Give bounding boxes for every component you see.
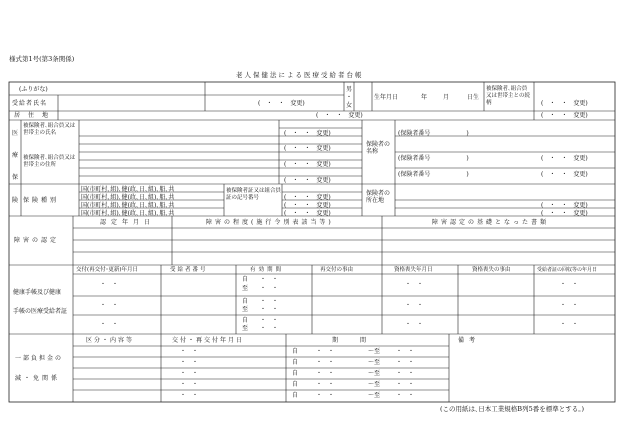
booklet-row1-from-date: ・ ・ xyxy=(260,276,279,283)
card-symbol-label: 被保険者証又は組合員証の記号番号 xyxy=(226,188,282,201)
sex-dot: ・ xyxy=(346,94,353,101)
insurer-address-label: 保険者の所在地 xyxy=(366,190,391,204)
dob-day: 日生 xyxy=(467,94,480,101)
relation-change-date: ( ・ ・ 変更) xyxy=(541,100,588,107)
booklet-row2-from: 自 xyxy=(242,298,249,305)
insured-name-label: 被保険者､組合員又は世帯主の氏名 xyxy=(23,123,76,136)
address-change-date-2: ( ・ ・ 変更) xyxy=(541,112,588,119)
copay-row2-to: ～至 xyxy=(368,359,381,366)
booklet-row3-to-date: ・ ・ xyxy=(260,325,279,332)
insured-date-4: ( ・ ・ 変更) xyxy=(284,177,331,184)
side-label-2: 療 xyxy=(12,152,19,159)
copay-header-issue: 交付・再交付年月日 xyxy=(172,337,245,344)
sex-female: 女 xyxy=(346,102,353,109)
insurer-name-label: 保険者の名称 xyxy=(366,141,391,155)
insurer-date-1: ( ・ ・ 変更) xyxy=(541,155,588,162)
copay-row5-from: 自 xyxy=(292,392,299,399)
copay-row3-from-date: ・ ・ xyxy=(316,370,335,377)
copay-row4-issue: ・ ・ xyxy=(180,381,199,388)
insured-address-label: 被保険者､組合員又は世帯主の住所 xyxy=(23,155,76,168)
booklet-header-number: 受給者番号 xyxy=(170,267,208,273)
booklet-row2-to-date: ・ ・ xyxy=(260,306,279,313)
side-label-3: 保 xyxy=(12,174,19,181)
insurance-option-3: 国(市町村､組)､健(政､日､組)､船､共 xyxy=(81,202,175,209)
copay-row2-to-date: ・ ・ xyxy=(396,359,415,366)
booklet-row1-to-date: ・ ・ xyxy=(260,285,279,292)
page-title: 老人保健法による医療受給者台帳 xyxy=(236,71,364,79)
sex-male: 男 xyxy=(346,86,353,93)
copay-row5-issue: ・ ・ xyxy=(180,392,199,399)
side-label-1: 医 xyxy=(12,130,19,137)
booklet-row1-to: 至 xyxy=(242,285,249,292)
booklet-header-reissue-reason: 再交付の事由 xyxy=(320,267,354,273)
insurance-type-label: 保険種別 xyxy=(23,197,60,204)
insurer-number-3: (保険者番号 ) xyxy=(398,171,469,178)
copay-row1-to: ～至 xyxy=(368,348,381,355)
copay-row4-to-date: ・ ・ xyxy=(396,381,415,388)
dob-month: 月 xyxy=(443,94,450,101)
copay-row5-to: ～至 xyxy=(368,392,381,399)
relation-label: 被保険者､組合員又は世帯主との続柄 xyxy=(486,86,531,106)
card-date-1: ( ・ ・ 変更) xyxy=(284,194,331,201)
insurer-number-1: (保険者番号 ) xyxy=(398,130,469,137)
address-change-date: ( ・ ・ 変更) xyxy=(316,112,363,119)
booklet-row1-return-date: ・ ・ xyxy=(560,281,579,288)
copay-row1-from-date: ・ ・ xyxy=(316,348,335,355)
insured-date-1: ( ・ ・ 変更) xyxy=(284,130,331,137)
insured-date-3: ( ・ ・ 変更) xyxy=(284,161,331,168)
booklet-row3-issue: ・ ・ xyxy=(100,321,119,328)
insurance-option-2: 国(市町村､組)､健(政､日､組)､船､共 xyxy=(81,194,175,201)
booklet-row2-to: 至 xyxy=(242,306,249,313)
copay-row3-from: 自 xyxy=(292,370,299,377)
dob-label: 生年月日 xyxy=(374,94,399,101)
copay-label-1: 一部負担金の xyxy=(15,355,64,362)
form-id: 様式第1号(第3条関係) xyxy=(9,55,75,63)
booklet-label-2: 手帳の医療受給者証 xyxy=(13,308,68,315)
copay-row4-from-date: ・ ・ xyxy=(316,381,335,388)
booklet-row2-issue: ・ ・ xyxy=(100,302,119,309)
booklet-row3-return-date: ・ ・ xyxy=(560,321,579,328)
disability-degree-header: 障害の程度(施行令別表該当等) xyxy=(206,219,334,226)
copay-row2-from-date: ・ ・ xyxy=(316,359,335,366)
recipient-name-label: 受給者氏名 xyxy=(12,100,48,107)
booklet-header-loss-reason: 資格喪失の事由 xyxy=(472,267,511,273)
booklet-row1-loss-date: ・ ・ xyxy=(405,281,424,288)
side-label-4: 険 xyxy=(12,197,19,204)
card-date-2: ( ・ ・ 変更) xyxy=(284,202,331,209)
insurer-number-2: (保険者番号 ) xyxy=(398,155,469,162)
booklet-header-loss-date: 資格喪失年月日 xyxy=(394,267,433,273)
insurer-date-2: ( ・ ・ 変更) xyxy=(541,171,588,178)
booklet-header-return-date: 受給者証の回収等の年月日 xyxy=(537,267,598,273)
furigana-label: (ふりがな) xyxy=(19,86,48,93)
copay-row3-to-date: ・ ・ xyxy=(396,370,415,377)
insurance-option-4: 国(市町村､組)､健(政､日､組)､船､共 xyxy=(81,210,175,217)
copay-label-2: 減・免関係 xyxy=(15,375,61,382)
copay-header-category: 区分・内容等 xyxy=(86,337,135,344)
disability-documents-header: 障害認定の基礎となった書類 xyxy=(432,219,550,226)
disability-label: 障害の認定 xyxy=(14,237,60,244)
booklet-row3-to: 至 xyxy=(242,325,249,332)
copay-row3-issue: ・ ・ xyxy=(180,370,199,377)
copay-remarks-label: 備考 xyxy=(458,337,481,344)
booklet-row1-issue: ・ ・ xyxy=(100,281,119,288)
booklet-header-issue: 交付(再交付･更新)年月日 xyxy=(76,267,139,273)
copay-row4-to: ～至 xyxy=(368,381,381,388)
copay-row1-issue: ・ ・ xyxy=(180,348,199,355)
copay-row3-to: ～至 xyxy=(368,370,381,377)
copay-row4-from: 自 xyxy=(292,381,299,388)
address-label: 居住地 xyxy=(14,112,57,119)
copay-row2-from: 自 xyxy=(292,359,299,366)
insurance-option-1: 国(市町村､組)､健(政､日､組)､船､共 xyxy=(81,186,175,193)
dob-year: 年 xyxy=(421,94,428,101)
insured-date-2: ( ・ ・ 変更) xyxy=(284,145,331,152)
copay-row2-issue: ・ ・ xyxy=(180,359,199,366)
booklet-row3-from-date: ・ ・ xyxy=(260,317,279,324)
booklet-row3-from: 自 xyxy=(242,317,249,324)
name-change-date: ( ・ ・ 変更) xyxy=(258,100,305,107)
booklet-row3-loss-date: ・ ・ xyxy=(405,321,424,328)
booklet-label-1: 健康手帳及び健康 xyxy=(13,289,62,296)
insurer-address-date-2: ( ・ ・ 変更) xyxy=(541,210,588,217)
booklet-row2-loss-date: ・ ・ xyxy=(405,302,424,309)
insurer-address-date-1: ( ・ ・ 変更) xyxy=(541,202,588,209)
booklet-row1-from: 自 xyxy=(242,276,249,283)
copay-row1-to-date: ・ ・ xyxy=(396,348,415,355)
copay-row1-from: 自 xyxy=(292,348,299,355)
copay-row5-from-date: ・ ・ xyxy=(316,392,335,399)
booklet-row2-from-date: ・ ・ xyxy=(260,298,279,305)
copay-header-period: 期 間 xyxy=(332,337,368,344)
footnote: (この用紙は､日本工業規格B列5番を標準とする｡) xyxy=(440,405,584,413)
card-date-3: ( ・ ・ 変更) xyxy=(284,210,331,217)
booklet-header-validity: 有効期間 xyxy=(250,267,285,273)
booklet-row2-return-date: ・ ・ xyxy=(560,302,579,309)
disability-date-header: 認定年月日 xyxy=(100,219,156,226)
copay-row5-to-date: ・ ・ xyxy=(396,392,415,399)
